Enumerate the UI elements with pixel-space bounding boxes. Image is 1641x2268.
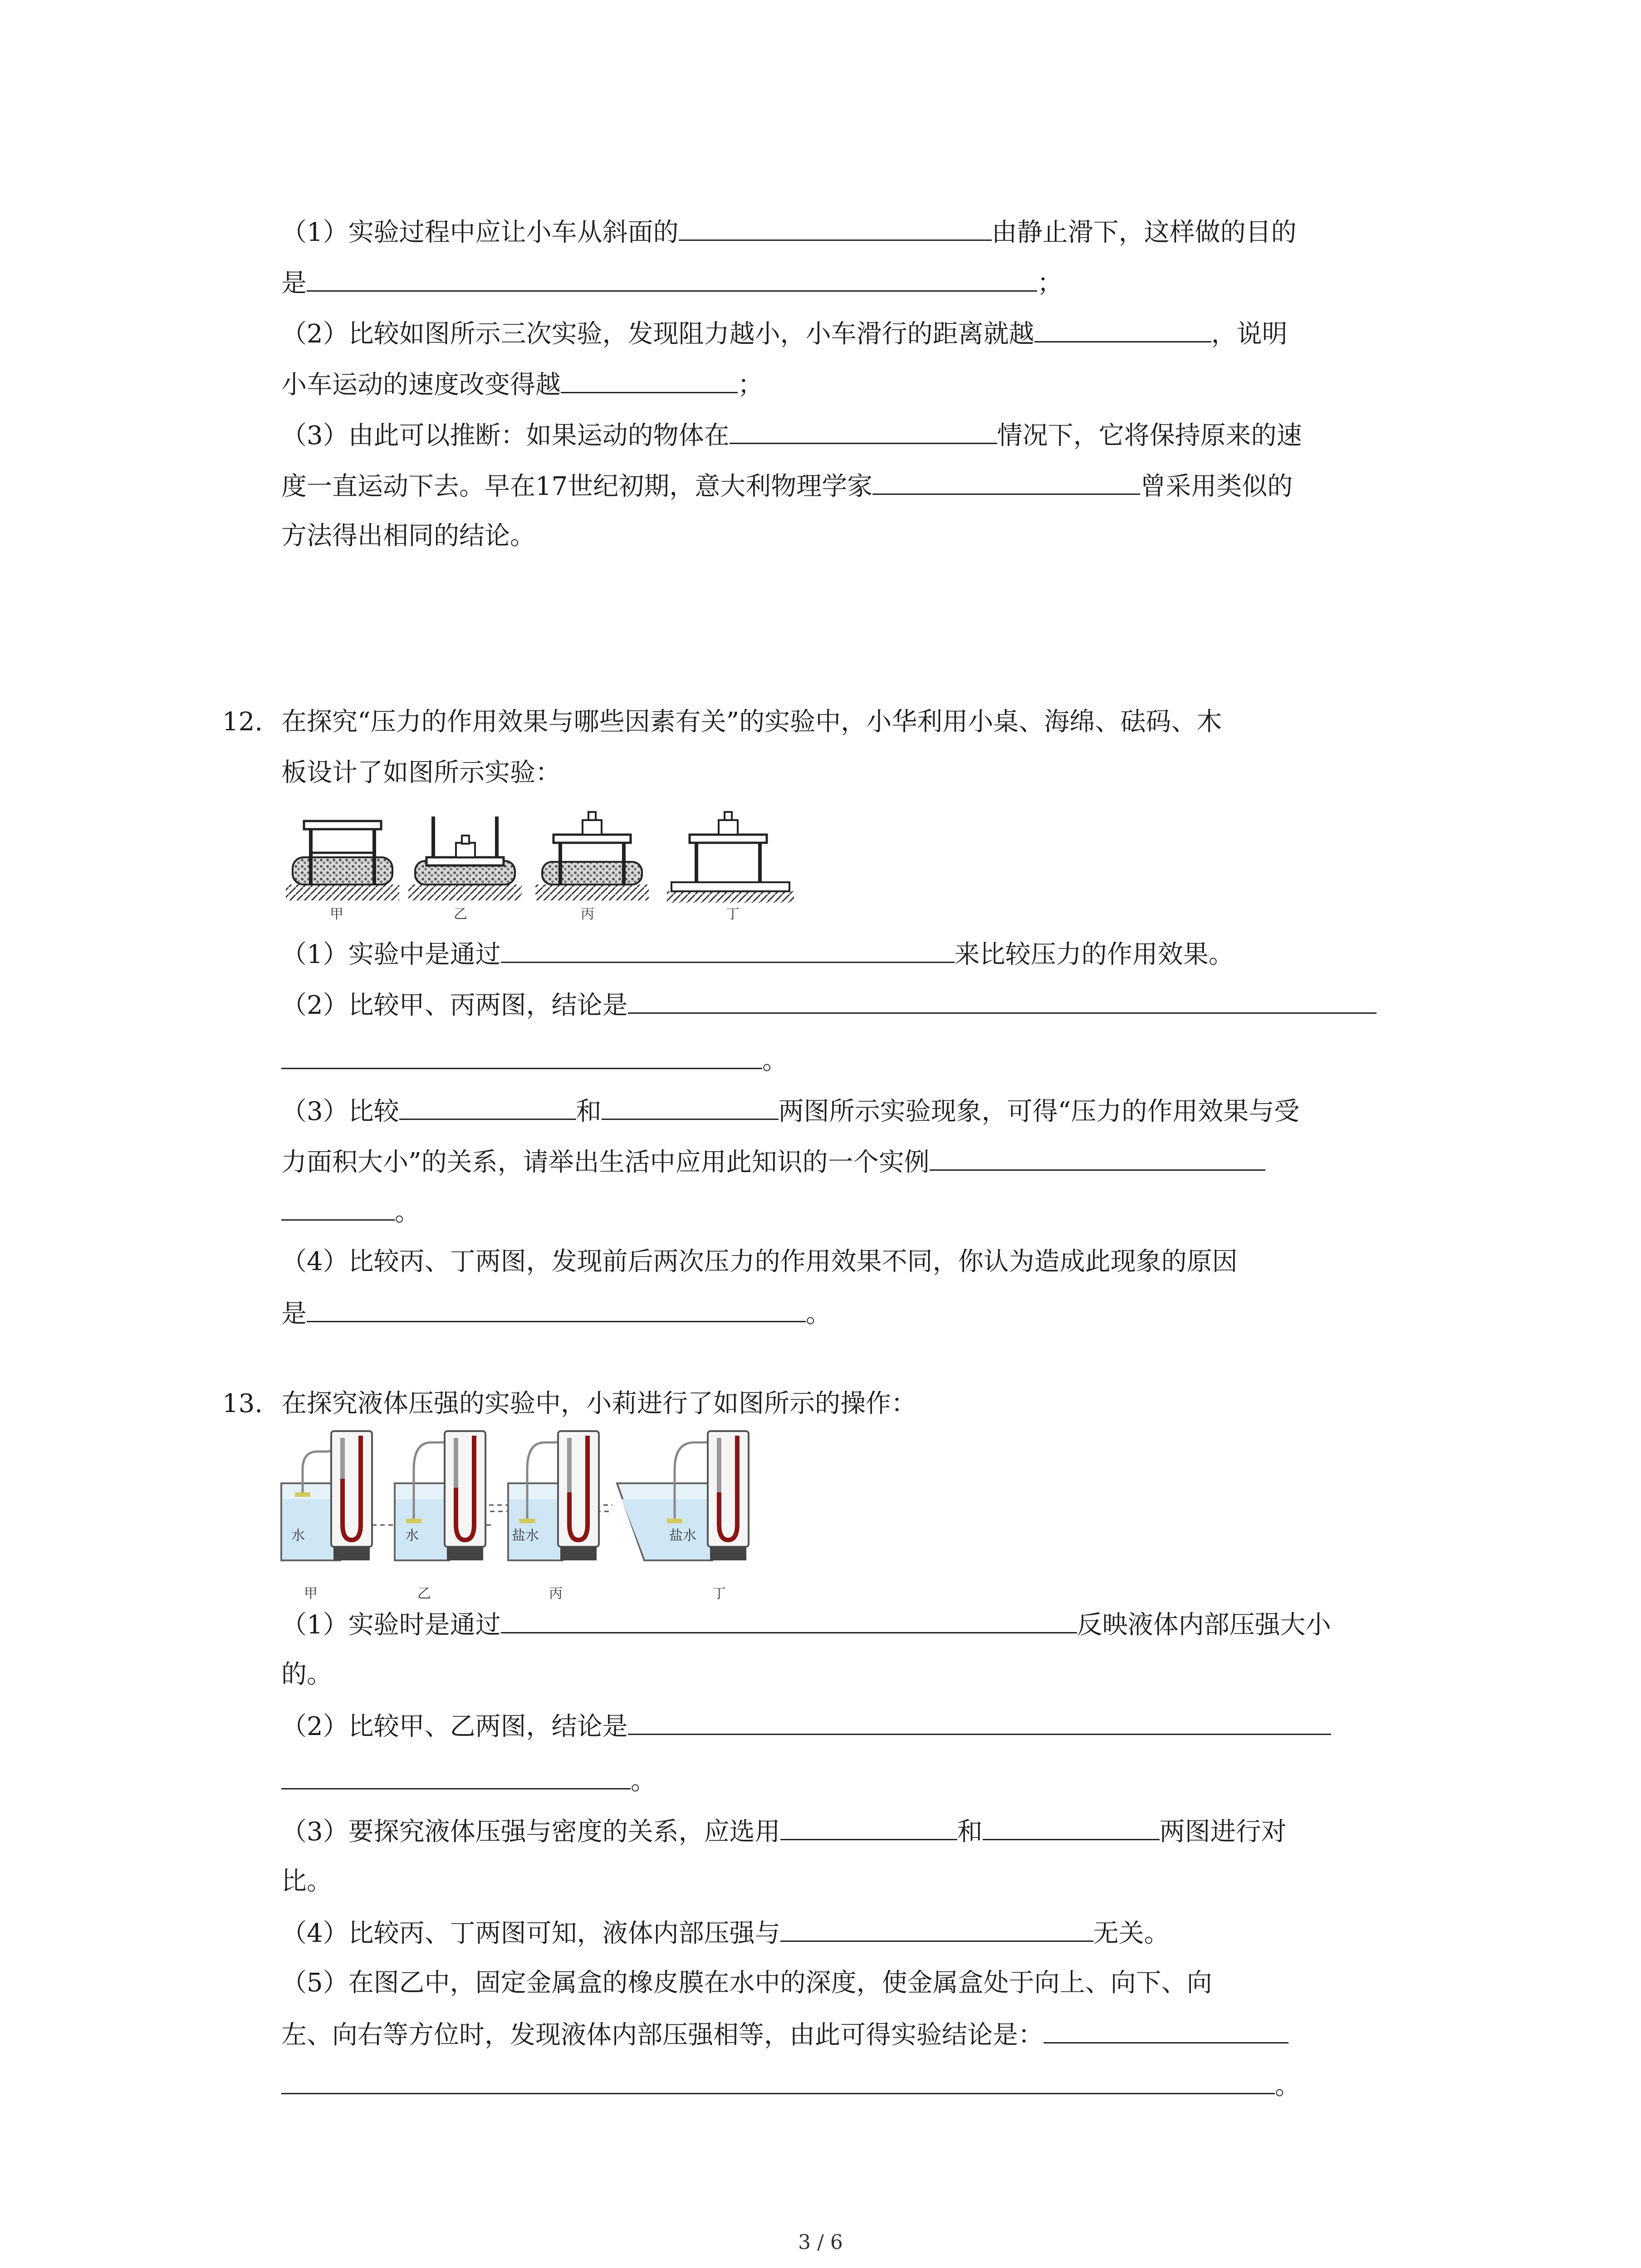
q12-label-bing: 丙 <box>581 906 594 922</box>
q13-number: 13. <box>222 1389 263 1418</box>
q12-blank-8[interactable] <box>307 1295 806 1322</box>
q13-part2-line1: （2）比较甲、乙两图，结论是 <box>281 1707 1331 1745</box>
q13-liquid-bing: 盐水 <box>512 1528 539 1544</box>
q11-part3-line3: 方法得出相同的结论。 <box>281 521 535 551</box>
q12-label-jia: 甲 <box>330 906 343 922</box>
q12-fig-jia <box>286 821 399 900</box>
q12-part2-line2: 。 <box>281 1041 788 1079</box>
q13-part5-line2: 左、向右等方位时，发现液体内部压强相等，由此可得实验结论是： <box>281 2016 1288 2053</box>
q12-fig-bing <box>535 812 649 900</box>
q11-blank-1[interactable] <box>679 213 992 241</box>
q11-part3-line1: （3）由此可以推断：如果运动的物体在 情况下，它将保持原来的速 <box>281 416 1302 454</box>
q12-part4-line1: （4）比较丙、丁两图，发现前后两次压力的作用效果不同，你认为造成此现象的原因 <box>281 1247 1238 1276</box>
q11-part1-line1: （1）实验过程中应让小车从斜面的 由静止滑下，这样做的目的 <box>281 213 1297 251</box>
q12-blank-1[interactable] <box>501 935 955 963</box>
q13-blank-3[interactable] <box>281 1762 631 1789</box>
q13-blank-8[interactable] <box>281 2067 1275 2094</box>
q13-part1-line2: 的。 <box>281 1660 332 1689</box>
q12-fig-ding <box>667 812 794 903</box>
q13-part2-line2: 。 <box>281 1762 656 1799</box>
q12-blank-5[interactable] <box>602 1092 779 1120</box>
q12-blank-6[interactable] <box>930 1143 1265 1171</box>
q13-blank-5[interactable] <box>983 1813 1160 1840</box>
q13-blank-7[interactable] <box>1043 2016 1288 2043</box>
q13-blank-6[interactable] <box>780 1914 1093 1942</box>
q11-blank-4[interactable] <box>561 366 738 393</box>
q13-liquid-yi: 水 <box>405 1528 419 1544</box>
q11-blank-2[interactable] <box>307 264 1037 292</box>
q13-label-jia: 甲 <box>304 1586 318 1602</box>
q13-part3-line1: （3）要探究液体压强与密度的关系，应选用 和 两图进行对 <box>281 1813 1287 1850</box>
q11-part1-line2: 是 ； <box>281 264 1063 302</box>
page-number: 3 / 6 <box>798 2231 843 2254</box>
q12-fig-yi <box>408 816 522 900</box>
q12-stem-line1: 在探究“压力的作用效果与哪些因素有关”的实验中，小华利用小桌、海绵、砝码、木 <box>281 707 1222 737</box>
q12-label-ding: 丁 <box>726 906 740 922</box>
q11-blank-3[interactable] <box>1034 315 1211 342</box>
q12-part1: （1）实验中是通过 来比较压力的作用效果。 <box>281 935 1234 973</box>
q13-figure-liquid-pressure <box>277 1424 785 1579</box>
q13-label-ding: 丁 <box>712 1586 726 1602</box>
q12-stem-line2: 板设计了如图所示实验： <box>281 758 561 787</box>
q13-liquid-ding: 盐水 <box>669 1528 696 1544</box>
q12-blank-7[interactable] <box>281 1193 395 1221</box>
q13-blank-1[interactable] <box>501 1606 1077 1633</box>
q13-part1-line1: （1）实验时是通过 反映液体内部压强大小 <box>281 1606 1331 1643</box>
q12-part3-line3: 。 <box>281 1193 420 1231</box>
q13-part5-line3: 。 <box>281 2067 1300 2104</box>
q13-label-yi: 乙 <box>417 1586 431 1602</box>
q13-stem: 在探究液体压强的实验中，小莉进行了如图所示的操作： <box>281 1389 916 1418</box>
q13-blank-2[interactable] <box>628 1707 1331 1735</box>
q12-figure-pressure-experiment <box>281 807 821 934</box>
q12-number: 12. <box>222 707 263 737</box>
q12-blank-2[interactable] <box>628 986 1376 1014</box>
q12-blank-4[interactable] <box>399 1092 576 1120</box>
q11-blank-5[interactable] <box>730 416 997 444</box>
q12-part3-line2: 力面积大小”的关系，请举出生活中应用此知识的一个实例 <box>281 1143 1265 1181</box>
q11-part2-line2: 小车运动的速度改变得越 ； <box>281 366 763 403</box>
q13-part5-line1: （5）在图乙中，固定金属盒的橡皮膜在水中的深度，使金属盒处于向上、向下、向 <box>281 1968 1212 1998</box>
q11-part3-line2: 度一直运动下去。早在17世纪初期，意大利物理学家 曾采用类似的 <box>281 467 1293 505</box>
q12-part2-line1: （2）比较甲、丙两图，结论是 <box>281 986 1376 1024</box>
q13-blank-4[interactable] <box>780 1813 957 1840</box>
q12-blank-3[interactable] <box>281 1041 762 1069</box>
q12-part4-line2: 是 。 <box>281 1295 831 1332</box>
q13-liquid-jia: 水 <box>291 1528 305 1544</box>
q11-blank-6[interactable] <box>872 467 1140 495</box>
q12-label-yi: 乙 <box>454 906 467 922</box>
q12-part3-line1: （3）比较 和 两图所示实验现象，可得“压力的作用效果与受 <box>281 1092 1299 1130</box>
q11-part2-line1: （2）比较如图所示三次实验，发现阻力越小，小车滑行的距离就越 ，说明 <box>281 315 1288 352</box>
q13-part3-line2: 比。 <box>281 1867 332 1896</box>
q13-part4: （4）比较丙、丁两图可知，液体内部压强与 无关。 <box>281 1914 1170 1952</box>
q13-label-bing: 丙 <box>549 1586 563 1602</box>
